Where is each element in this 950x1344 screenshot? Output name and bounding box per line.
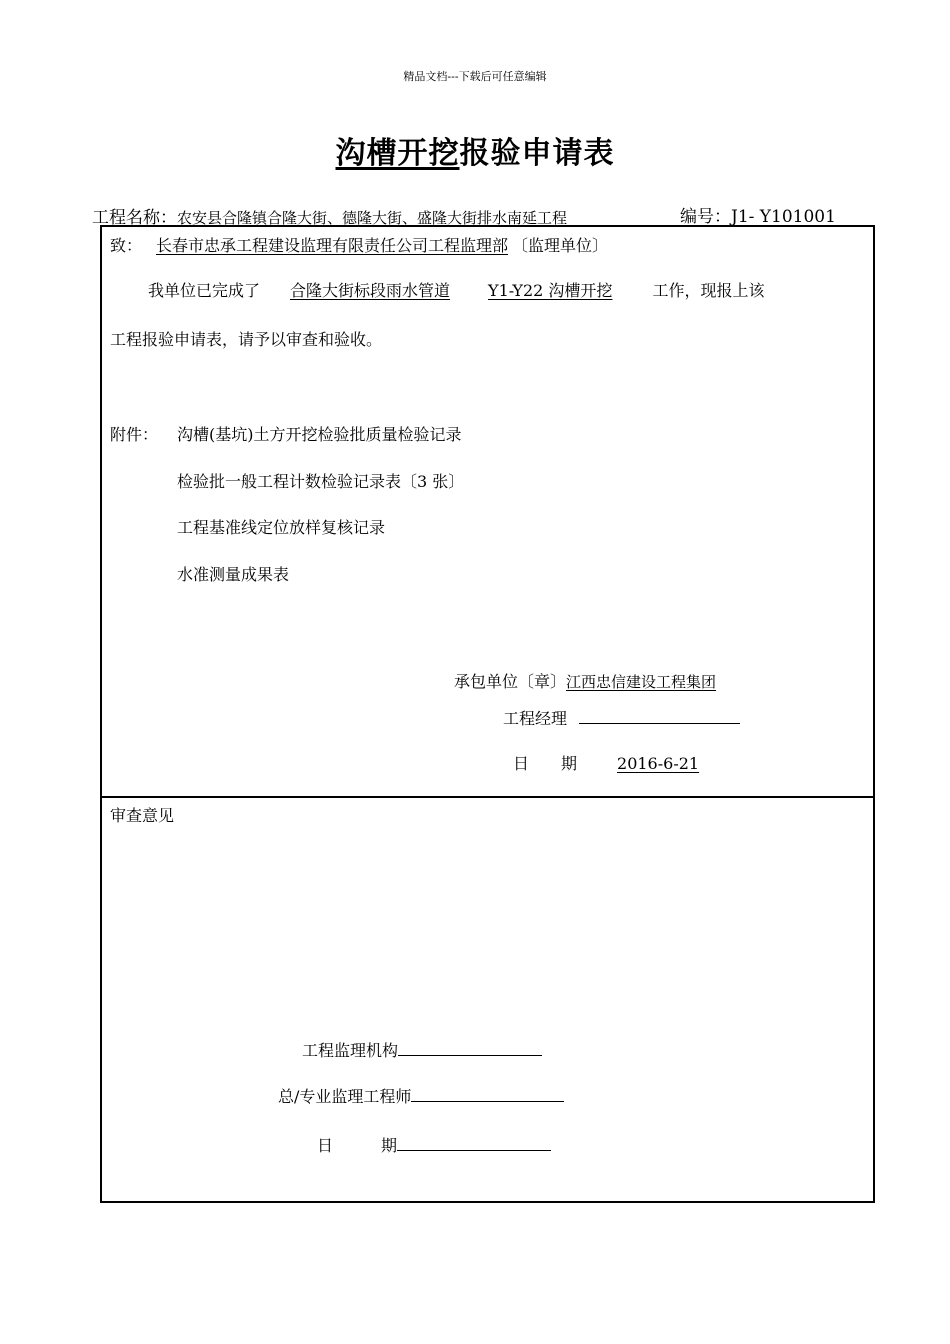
manager-line [503,706,740,729]
review-date-line [317,1133,551,1156]
supervision-org-label: 工程监理机构 [302,1041,399,1060]
statement-line-2: 工程报验申请表，请予以审查和验收。 [110,330,383,349]
project-name: 农安县合隆镇合隆大街、德隆大街、盛隆大街排水南延工程 [177,209,568,227]
review-label: 审查意见 [110,806,175,825]
supervision-unit: 长春市忠承工程建设监理有限责任公司工程监理部 [156,236,509,255]
chief-engineer-line [278,1084,564,1107]
number-label: 编号： [680,207,731,227]
form-number [680,202,836,227]
statement-line-1 [148,278,764,301]
statement-prefix: 我单位已完成了 [148,281,261,300]
addressee-line [110,233,608,256]
manager-signature-line [579,707,740,724]
contractor-label: 承包单位〔章〕 [454,672,567,691]
attachment-item: 水准测量成果表 [177,565,290,584]
chief-engineer-label: 总/专业监理工程师 [278,1087,412,1106]
to-label: 致： [110,236,143,255]
chief-engineer-signature-line [411,1085,564,1102]
contractor-name: 江西忠信建设工程集团 [566,673,717,691]
date-line [513,751,811,774]
attachment-item: 检验批一般工程计数检验记录表〔3 张〕 [177,472,465,491]
form-frame [100,225,875,1203]
header-note: 精品文档---下载后可任意编辑 [403,70,547,83]
project-label: 工程名称： [92,208,177,228]
review-date-line-blank [397,1134,551,1151]
section-divider [102,796,873,798]
page-title [0,128,950,172]
manager-label: 工程经理 [503,709,568,728]
attachment-item: 沟槽(基坑)土方开挖检验批质量检验记录 [177,425,462,444]
contractor-line [454,669,716,692]
title-rest: 报验申请表 [459,136,615,171]
completed-work-section: 合隆大街标段雨水管道 [290,281,451,300]
title-underlined-part: 沟槽开挖 [335,136,460,171]
review-date-label: 日 期 [317,1136,398,1155]
number-value: J1- Y101001 [731,207,836,227]
date-value: 2016-6-21 [617,754,700,773]
date-label: 日 期 [513,754,578,773]
attachment-item: 工程基准线定位放样复核记录 [177,518,386,537]
completed-work-item: Y1-Y22 沟槽开挖 [488,281,613,300]
attachments-label: 附件： [110,425,159,444]
supervision-org-signature-line [398,1039,542,1056]
statement-suffix: 工作，现报上该 [652,281,765,300]
supervision-unit-suffix: 〔监理单位〕 [512,236,609,255]
supervision-org-line [302,1038,542,1061]
